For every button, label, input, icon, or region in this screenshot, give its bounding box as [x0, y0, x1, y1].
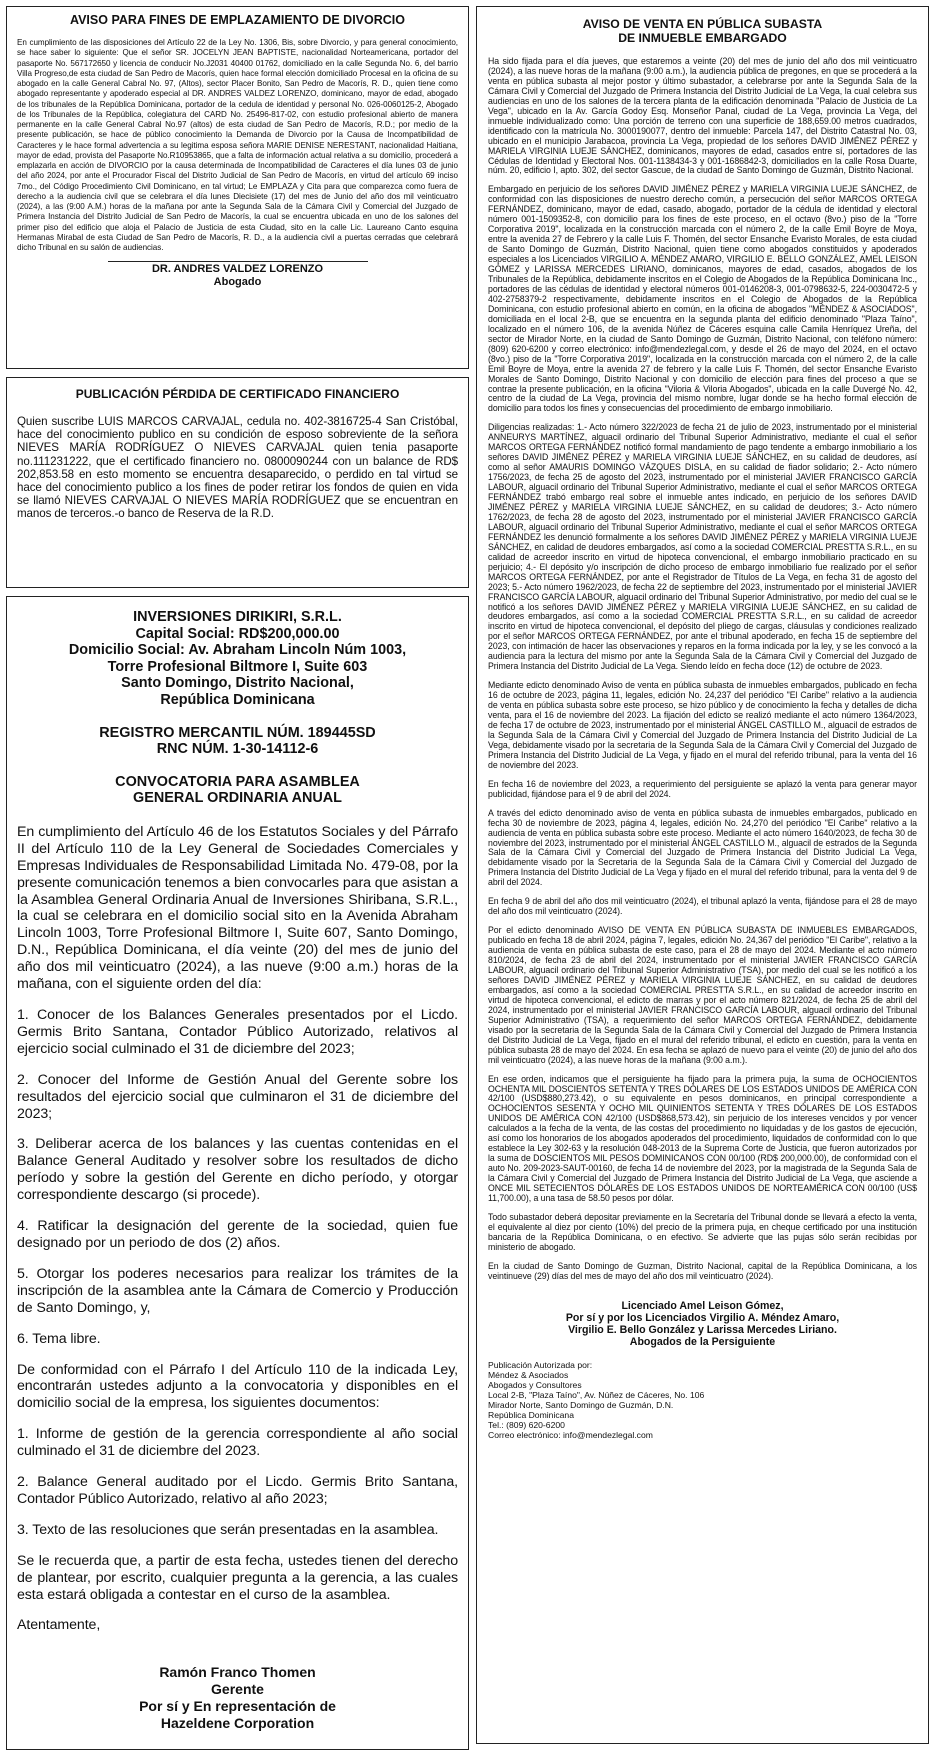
divorce-notice-title: AVISO PARA FINES DE EMPLAZAMIENTO DE DIVORCIO: [70, 13, 405, 27]
agenda-item: 3. Deliberar acerca de los balances y las cuentas contenidas en el Balance General Auditado y resolver sobre los resultados de dicho período y sobre la gestión del Gerente en dicho período, y otorgar correspondiente descargo (si procede).: [17, 1136, 458, 1204]
signature-line-text: Por sí y En representación de: [139, 1697, 336, 1714]
registry-line: REGISTRO MERCANTIL NÚM. 189445SD: [99, 724, 376, 741]
signature-line-text: Licenciado Amel Leison Gómez,: [621, 1299, 784, 1312]
auction-notice-title: [488, 17, 917, 45]
publisher-line: Mirador Norte, Santo Domingo de Guzmán, D.N.: [488, 1399, 674, 1410]
divorce-signer-name: DR. ANDRES VALDEZ LORENZO: [151, 263, 324, 276]
signature-line: [108, 261, 368, 262]
certificate-notice-body: Quien suscribe LUIS MARCOS CARVAJAL, cedula no. 402-3816725-4 San Cristóbal, hace del conocimiento publico en su condición de esposo sobreviente de la señora NIEVES MARÍA RODRÍGUEZ O NIEVES CARVAJAL quien tenia pasaporte no.111231222, que el certificado financiero no. 0800090244 con un balance de RD$ 202,853.58 en esto momento se encuentra desaparecido, o perdido en tal virtud se hace del conocimiento publico a los fines de poder retirar los fondos de quien en vida se llamó NIEVES CARVAJAL O NIEVES MARÍA RODRÍGUEZ que se encuentran en manos de terceros.-o banco de Reserva de la R.D.: [17, 415, 458, 521]
header-line: INVERSIONES DIRIKIRI, S.R.L.: [133, 609, 342, 625]
registry-line: RNC NÚM. 1-30-14112-6: [156, 741, 319, 758]
agenda-item: 1. Conocer de los Balances Generales presentados por el Licdo. Germis Brito Santana, Contador Público Autorizado, relativos al ejercicio social culminado el 31 de diciembre del 2023;: [17, 1007, 458, 1057]
auction-paragraph: Por el edicto denominado AVISO DE VENTA EN PÚBLICA SUBASTA DE INMUEBLES EMBARGADOS, publicado en fecha 18 de abril 2024, página 7, legales, edición No. 24,367 del periódico "El Caribe", relativo a la audiencia de venta en pública subasta de este caso, para el 28 de mayo del 2024. Mediante el acto número 810/2024, de fecha 23 de abril del 2024, instrumentado por el ministerial JAVIER FRANCISCO GARCÍA LABOUR, alguacil ordinario del Tribunal Superior Administrativo (TSA), por medio del cual se les notificó a los señores DAVID JIMÉNEZ PÉREZ y MARIELA VIRGINIA LUEJE SÁNCHEZ, en su calidad de deudores embargados, así como a la sociedad COMERCIAL PRESTTA S.R.L., en su calidad de acreedor inscrito en virtud de hipoteca convencional, el edicto de marras y por el acto número 821/2024, de fecha 25 de abril del 2024, instrumentado por el ministerial JAVIER FRANCISCO GARCÍA LABOUR, alguacil ordinario del Tribunal Superior Administrativo (TSA), a requerimiento del señor MARCOS ORTEGA FERNÁNDEZ, debidamente visado por la secretaria de la Segunda Sala de la Cámara Civil y Comercial del Juzgado de Primera Instancia del Distrito Judicial de La Vega, fijado en el mural del referido tribunal, el edicto en cuestión, para la venta en pública subasta 28 de mayo del 2024. En esa fecha se aplazó de nuevo para el veinte (20) de junio del año dos mil veinticuatro (2024), a las nueve horas de la mañana (9:00 a.m.).: [488, 925, 917, 1065]
header-line: Capital Social: RD$200,000.00: [135, 625, 340, 642]
publisher-line: Abogados y Consultores: [488, 1379, 582, 1390]
company-header: [17, 609, 458, 807]
signature-line-text: Ramón Franco Thomen: [159, 1664, 316, 1681]
right-column: [476, 6, 929, 1750]
auction-paragraph: Ha sido fijada para el día jueves, que estaremos a veinte (20) del mes de junio del año dos mil veinticuatro (2024), a las nueve horas de la mañana (9:00 a.m.), la audiencia pública de pregones, en que se procederá a la venta en pública subasta al mejor postor y último subastador, a celebrarse por ante la Segunda Sala de la Cámara Civil y Comercial del Juzgado de Primera Instancia del Distrito Judicial de La Vega, la cual celebra sus audiencias en uno de los salones de la tercera planta de la edificación denominada "Palacio de Justicia de La Vega", ubicado en la Av. García Godoy Esq. Monseñor Panal, ciudad de La Vega, provincia La Vega, del inmueble individualizado como: Una porción de terreno con una superficie de 188,659.00 metros cuadrados, identificado con la matrícula No. 3000190077, dentro del inmueble: Parcela 147, del Distrito Catastral No. 03, ubicado en el municipio Jarabacoa, provincia La Vega, propiedad de los señores DAVID JIMÉNEZ PÉREZ y MARIELA VIRGINIA LUEJE SÁNCHEZ, dominicanos, mayores de edad, casados entre sí, portadores de las Cédulas de Identidad y Electoral Nos. 001-1138434-3 y 001-1686842-3, domiciliados en la calle Rosa Duarte, núm. 20, edificio I, apto. 302, del sector Gascue, de la ciudad de Santo Domingo de Guzmán, Distrito Nacional.: [488, 56, 917, 176]
signature-line-text: Virgilio E. Bello González y Larissa Mercedes Liriano.: [568, 1323, 837, 1336]
assembly-signature: [17, 1664, 458, 1731]
auction-paragraph: En ese orden, indicamos que el persiguiente ha fijado para la primera puja, la suma de OCHOCIENTOS OCHENTA MIL DOSCIENTOS SETENTA Y TRES DÓLARES DE LOS ESTADOS UNIDOS DE AMÉRICA CON 42/100 (USD$880,273.42), o su equivalente en pesos dominicanos, en principal correspondiente a OCHOCIENTOS SESENTA Y OCHO MIL QUINIENTOS SETENTA Y TRES DÓLARES DE LOS ESTADOS UNIDOS DE AMÉRICA CON 42/100 (USD$868,573.42), sin perjuicio de los intereses vencidos y por vencer calculados a la fecha de la venta, de las costas del procedimiento no liquidadas y de los gastos de ejecución, así como los honorarios de los abogados apoderados del procedimiento, liquidados de conformidad con lo que establece la Ley 302-63 y la resolución 048-2013 de la Suprema Corte de Justicia, que fueron autorizados por la suma de DOSCIENTOS MIL PESOS DOMINICANOS CON 00/100 (RD$ 200,000.00), de conformidad con el auto No. 209-2023-SAUT-00160, de fecha 14 de noviembre del 2023, por la magistrada de la Segunda Sala de la Cámara Civil y Comercial del Juzgado de Primera Instancia del Distrito Judicial de La Vega, que asciende a ONCE MIL SETECIENTOS DÓLARES DE LOS ESTADOS UNIDOS DE NORTEAMÉRICA CON 00/100 (US$ 11,700.00), a una tasa de 58.50 pesos por dólar.: [488, 1073, 917, 1203]
assembly-body: [17, 824, 458, 1634]
certificate-notice-title: PUBLICACIÓN PÉRDIDA DE CERTIFICADO FINANCIERO: [75, 387, 400, 401]
auction-paragraph: En fecha 16 de noviembre del 2023, a requerimiento del persiguiente se aplazó la venta para generar mayor publicidad, fijándose para el 9 de abril del 2024.: [488, 778, 917, 799]
publisher-line: Publicación Autorizada por:: [488, 1359, 593, 1370]
publisher-line: República Dominicana: [488, 1409, 574, 1420]
publisher-line: Tel.: (809) 620-6200: [488, 1419, 565, 1430]
agenda-item: 4. Ratificar la designación del gerente de la sociedad, quien fue designado por un periodo de dos (2) años.: [17, 1218, 458, 1251]
certificate-loss-notice: [6, 377, 469, 588]
header-line: República Dominicana: [160, 691, 315, 708]
document-item: 3. Texto de las resoluciones que serán presentadas en la asamblea.: [17, 1521, 439, 1538]
left-column: [6, 6, 469, 1750]
agenda-item: 2. Conocer del Informe de Gestión Anual del Gerente sobre los resultados del ejercicio social que culminaron el 31 de diciembre del 2023;: [17, 1071, 458, 1122]
divorce-notice: [6, 6, 469, 369]
title-line: DE INMUEBLE EMBARGADO: [618, 31, 787, 45]
header-line: Torre Profesional Biltmore I, Suite 603: [107, 658, 368, 675]
convocation-title: GENERAL ORDINARIA ANUAL: [133, 790, 342, 807]
header-line: Santo Domingo, Distrito Nacional,: [121, 675, 354, 692]
signature-line-text: Por sí y por los Licenciados Virgilio A. Méndez Amaro,: [565, 1311, 840, 1324]
auction-paragraph: Diligencias realizadas: 1.- Acto número 322/2023 de fecha 21 de julio de 2023, instrumentado por el ministerial ANNEURYS MARTÍNEZ, alguacil ordinario del Tribunal Superior Administrativo, mediante el cual el señor MARCOS ORTEGA FERNÁNDEZ notificó formal mandamiento de pago tendente a embargo inmobiliario a los señores DAVID JIMÉNEZ PÉREZ y MARIELA VIRGINIA LUEJE SÁNCHEZ, en su calidad de deudores, así como al señor AMAURIS DOMINGO VÁZQUES DISLA, en su calidad de fiador solidario; 2.- Acto número 1756/2023, de fecha 25 de agosto del 2023, instrumentado por el ministerial JAVIER FRANCISCO GARCÍA LABOUR, alguacil ordinario del Tribunal Superior Administrativo, mediante el cual el señor MARCOS ORTEGA FERNÁNDEZ trabó embargo real sobre el inmueble antes indicado, en perjuicio de los señores DAVID JIMÉNEZ PÉREZ y MARIELA VIRGINIA LUEJE SÁNCHEZ, en su calidad de deudores; 3.- Acto número 1762/2023, de fecha 28 de agosto del 2023, instrumentado por el ministerial JAVIER FRANCISCO GARCÍA LABOUR, alguacil ordinario del Tribunal Superior Administrativo, mediante el cual el señor MARCOS ORTEGA FERNÁNDEZ les denunció formalmente a los señores DAVID JIMÉNEZ PÉREZ y MARIELA VIRGINIA LUEJE SÁNCHEZ, en calidad de deudores embargados, así como a la sociedad COMERCIAL PRESTTA S.R.L., en su calidad de acreedor inscrito en virtud de hipoteca convencional, el embargo inmobiliario practicado en su perjuicio; 4.- El depósito y/o inscripción de dicho proceso de embargo inmobiliario fue realizado por el señor MARCOS ORTEGA FERNÁNDEZ, por ante el Registrador de Títulos de La Vega, en fecha 31 de agosto del 2023; 5.- Acto número 1962/2023, de fecha 22 de septiembre del 2023, instrumentado por el ministerial JAVIER FRANCISCO GARCÍA LABOUR, alguacil ordinario del Tribunal Superior Administrativo, por medio del cual se le notificó a los señores DAVID JIMÉNEZ PÉREZ y MARIELA VIRGINIA LUEJE SÁNCHEZ, en su calidad de deudores embargados, así como a la sociedad COMERCIAL PRESTTA S.R.L., en su calidad de acreedor inscrito en virtud de hipoteca convencional, el depósito del pliego de cargas, cláusulas y condiciones realizado por el señor MARCOS ORTEGA FERNÁNDEZ, por ante el tribunal apoderado, en fecha 15 de septiembre del 2023, con intimación de hacer las observaciones y reparos en la forma indicada por la ley, y se les convocó a la audiencia para la lectura del mismo por ante la Segunda Sala de la Cámara Civil y Comercial del Juzgado de Primera Instancia del Distrito Judicial de La Vega. Siendo leído en fecha doce (12) de octubre de 2023.: [488, 422, 917, 672]
auction-signature: [488, 1300, 917, 1348]
publisher-info: [488, 1360, 917, 1440]
publisher-line: Correo electrónico: info@mendezlegal.com: [488, 1429, 653, 1440]
closing-salutation: Atentamente,: [17, 1617, 101, 1634]
auction-paragraph: A través del edicto denominado aviso de venta en pública subasta de inmuebles embargados, publicado en fecha 30 de noviembre de 2023, página 4, legales, edición No. 24,270 del periódico "El Caribe" relativo a la audiencia de venta en pública subasta sobre este proceso. Mediante el acto número 1640/2023, de fecha 30 de noviembre del 2023, instrumentado por el ministerial ÁNGEL CASTILLO M., alguacil de estrados de la Segunda Sala de la Cámara Civil y Comercial del Juzgado de Primera Instancia del Distrito Judicial La Vega, debidamente visado por la Secretaria de la Segunda Sala de la Cámara Civil y Comercial del Juzgado de Primera Instancia del Distrito Judicial de La Vega y fijado en el mural del referido tribunal, para la venta del 9 de abril del 2024.: [488, 807, 917, 888]
divorce-signer-role: Abogado: [213, 276, 262, 289]
convocation-title: CONVOCATORIA PARA ASAMBLEA: [115, 773, 360, 790]
signature-line-text: Abogados de la Persiguiente: [629, 1335, 776, 1348]
signature-line-text: Gerente: [211, 1681, 264, 1698]
publisher-line: Méndez & Asociados: [488, 1369, 569, 1380]
auction-paragraph: Embargado en perjuicio de los señores DAVID JIMÉNEZ PÉREZ y MARIELA VIRGINIA LUEJE SÁNCHEZ, de conformidad con las disposiciones de nuestro derecho común, a persecución del señor MARCOS ORTEGA FERNÁNDEZ, dominicano, mayor de edad, casado, abogado, portador de la cédula de identidad y electoral número 001-1509352-8, con domicilio para los fines de este proceso, en el octavo (8vo.) piso de la "Torre Corporativa 2019", localizada en la construcción marcada con el número 2, de la calle Emil Boyre de Moya, entre la avenida 27 de Febrero y la calle Luis F. Thomén, del sector Ensanche Evaristo Morales, de esta ciudad de Santo Domingo de Guzmán, Distrito Nacional, quien tiene como abogados constituidos y apoderados especiales a los Licenciados VIRGILIO A. MÉNDEZ AMARO, VIRGILIO E. BELLO GONZÁLEZ, AMEL LEISON GÓMEZ y LARISSA MERCEDES LIRIANO, dominicanos, mayores de edad, casados, abogados de los Tribunales de la República, debidamente inscritos en el Colegio de Abogados de la República Dominicana Inc., portadores de las cédulas de identidad y electoral números 001-0146208-3, 001-0798632-5, 224-0030472-5 y 402-2758379-2 respectivamente, debidamente inscritos en el Colegio de Abogados de la República Dominicana, con estudio profesional abierto en común, en la oficina de abogados "MÉNDEZ & ASOCIADOS", domiciliada en el local 2-B, que se encuentra en la segunda planta del edificio denominado "Plaza Taíno", localizado en el número 106, de la avenida Núñez de Cáceres esquina calle Camila Henríquez Ureña, del sector de Mirador Norte, en la ciudad de Santo Domingo de Guzmán, Distrito Nacional, con teléfono número: (809) 620-6200 y correo electrónico: info@mendezlegal.com, y desde el 26 de mayo del 2024, en el octavo (8vo.) piso de la "Torre Corporativa 2019", localizada en la construcción marcada con el número 2, de la calle Emil Boyre de Moya, entre la avenida 27 de febrero y la calle Luis F. Thomén, del sector Ensanche Evaristo Morales de Santo Domingo, Distrito Nacional y con domicilio de elección para fines del proceso a que se contrae la presente publicación, en la oficina "Viloria & Viloria Abogados", ubicada en la calle Duvergé No. 42, centro de la ciudad de La Vega, provincia del mismo nombre, lugar donde se ha hecho formal elección de domicilio para todos los fines y consecuencias del procedimiento de embargo inmobiliario.: [488, 184, 917, 414]
agenda-item: 6. Tema libre.: [17, 1330, 101, 1347]
auction-notice: [476, 6, 929, 1744]
assembly-paragraph: En cumplimiento del Artículo 46 de los Estatutos Sociales y del Párrafo II del Artículo 110 de la Ley General de Sociedades Comerciales y Empresas Individuales de Responsabilidad Limitada No. 479-08, por la presente comunicación tenemos a bien convocarles para que asistan a la Asamblea General Ordinaria Anual de Inversiones Shiribana, S.R.L., la cual se celebrara en el domicilio social sito en la Avenida Abraham Lincoln 1003, Torre Profesional Biltmore I, Suite 607, Santo Domingo, D.N., República Dominicana, el día veinte (20) del mes de junio del año dos mil veinticuatro (2024), a las nueve (9:00 a.m.) horas de la mañana, con el siguiente orden del día:: [17, 823, 458, 993]
title-line: AVISO DE VENTA EN PÚBLICA SUBASTA: [582, 17, 823, 31]
signature-line-text: Hazeldene Corporation: [160, 1714, 315, 1731]
assembly-paragraph: Se le recuerda que, a partir de esta fecha, ustedes tienen del derecho de plantear, por escrito, cualquier pregunta a la gerencia, a las cuales esta estará obligada a contestar en el curso de la asamblea.: [17, 1552, 458, 1603]
assembly-paragraph: De conformidad con el Párrafo I del Artículo 110 de la indicada Ley, encontrarán ustedes adjunto a la convocatoria y disponibles en el domicilio social de la empresa, los siguientes documentos:: [17, 1361, 458, 1412]
auction-paragraph: En la ciudad de Santo Domingo de Guzman, Distrito Nacional, capital de la República Dominicana, a los veintinueve (29) días del mes de mayo del año dos mil veinticuatro (2024).: [488, 1260, 917, 1281]
auction-body: [488, 57, 917, 1282]
publisher-line: Local 2-B, "Plaza Taíno", Av. Núñez de Cáceres, No. 106: [488, 1389, 705, 1400]
divorce-notice-body: En cumplimiento de las disposiciones del Artículo 22 de la Ley No. 1306, Bis, sobre Divorcio, y para general conocimiento, se hace saber lo siguiente: Que el señor SR. JOCELYN JEAN BAPTISTE, nacionalidad Norteamericana, portador del pasaporte No. 567172650 y licencia de conducir No.J2031 40400 01762, domiciliado en la calle Segunda No. 6, del barrio Villa Progreso,de esta ciudad de San Pedro de Macorís, quien hace formal elección domiciliado Procesal en la oficina de su abogado en la calle General Cabral No. 97, (Altos), sector Placer Bonito, San Pedro de Macorís, R. D., quien tiene como abogado representante y apoderado especial al DR. ANDRES VALDEZ LORENZO, dominicano, mayor de edad, abogado de los tribunales de la República Dominicana, portador de la cedula de identidad y personal No. 026-0060125-2, Abogado de los Tribunales de la República, colegiatura del CARD No. 25496-817-02, con estudio profesional abierto de manera permanente en la calle General Cabral No.97 (altos) de esta ciudad de San Pedro de Macorís, R.D.; por medio de la presente publicación, se hace de público conocimiento la Demanda de Divorcio por la Causa de Incompatibilidad de Caracteres y le hace formal advertencia a su legitima esposa señora MARIE DENISE NERESTANT, nacionalidad Haitiana, mayor de edad, provista del Pasaporte No.R10953865, que a falta de información actual relativa a su domicilio, procederá a emplazarla en acción de DIVORCIO por la causa determinada de Incompatibilidad de Caracteres el día lunes 03 de junio del año 2024, por ante el Procurador Fiscal del Distrito Judicial de San Pedro de Macorís, en virtud del artículo 69 inciso 7mo., del Código Procedimiento Civil Dominicano, en tal virtud; Le EMPLAZA y Cita para que comparezca como fuera de derecho a la audiencia civil que se celebrara el día lunes Diecisiete (17) del mes de Junio del año dos mil veinticuatro (2024), a las (9:00 A.M.) horas de la mañana por ante la Segunda Sala de la Cámara Civil y Comercial del Juzgado de Primera Instancia del Distrito Judicial de San Pedro de Macorís, la cual se encuentra ubicada en uno de los salones del primer piso del edificio que aloja el Palacio de Justicia de esta Ciudad, sito en la calle Lic. Laureano Canto esquina Hermanas Mirabal de esta Ciudad de San Pedro de Macorís, R. D., a la audiencia civil a puertas cerradas que celebrará dicho Tribunal en su salón de audiencias.: [17, 38, 458, 252]
assembly-convocation-notice: [6, 596, 469, 1750]
document-item: 2. Balance General auditado por el Licdo. Germis Brito Santana, Contador Público Autorizado, relativo al año 2023;: [17, 1474, 458, 1507]
auction-paragraph: Mediante edicto denominado Aviso de venta en pública subasta de inmuebles embargados, publicado en fecha 16 de octubre de 2023, página 11, legales, edición No. 24,237 del periódico "El Caribe" relativo a la audiencia de venta en pública subasta sobre este proceso, se hizo público y de conocimiento la fecha y detalles de dicha venta, para el 16 de noviembre del 2023. La fijación del edicto se realizó mediante el acto número 1364/2023, de fecha 17 de octubre de 2023, instrumentado por el ministerial ÁNGEL CASTILLO M., alguacil de estrados de la Segunda Sala de la Cámara Civil y Comercial del Juzgado de Primera Instancia del Distrito Judicial de La Vega, debidamente visado por la secretaria de la Segunda Sala de la Cámara Civil y Comercial del Juzgado de Primera Instancia del Distrito Judicial de La Vega, y fijado en el mural del referido tribunal, para la venta del 16 de noviembre del 2023.: [488, 680, 917, 770]
auction-paragraph: Todo subastador deberá depositar previamente en la Secretaría del Tribunal donde se llevará a efecto la venta, el equivalente al diez por ciento (10%) del precio de la primera puja, en cheque certificado por una institución bancaria de la República Dominicana, o en efectivo. Se advierte que las pujas sólo serán recibidas por ministerio de abogado.: [488, 1211, 917, 1252]
header-line: Domicilio Social: Av. Abraham Lincoln Núm 1003,: [68, 642, 407, 659]
agenda-item: 5. Otorgar los poderes necesarios para realizar los trámites de la inscripción de la asamblea ante la Cámara de Comercio y Producción de Santo Domingo, y,: [17, 1265, 458, 1316]
auction-paragraph: En fecha 9 de abril del año dos mil veinticuatro (2024), el tribunal aplazó la venta, fijándose para el 28 de mayo del año dos mil veinticuatro (2024).: [488, 896, 917, 917]
document-item: 1. Informe de gestión de la gerencia correspondiente al año social culminado el 31 de diciembre del 2023.: [17, 1426, 458, 1460]
